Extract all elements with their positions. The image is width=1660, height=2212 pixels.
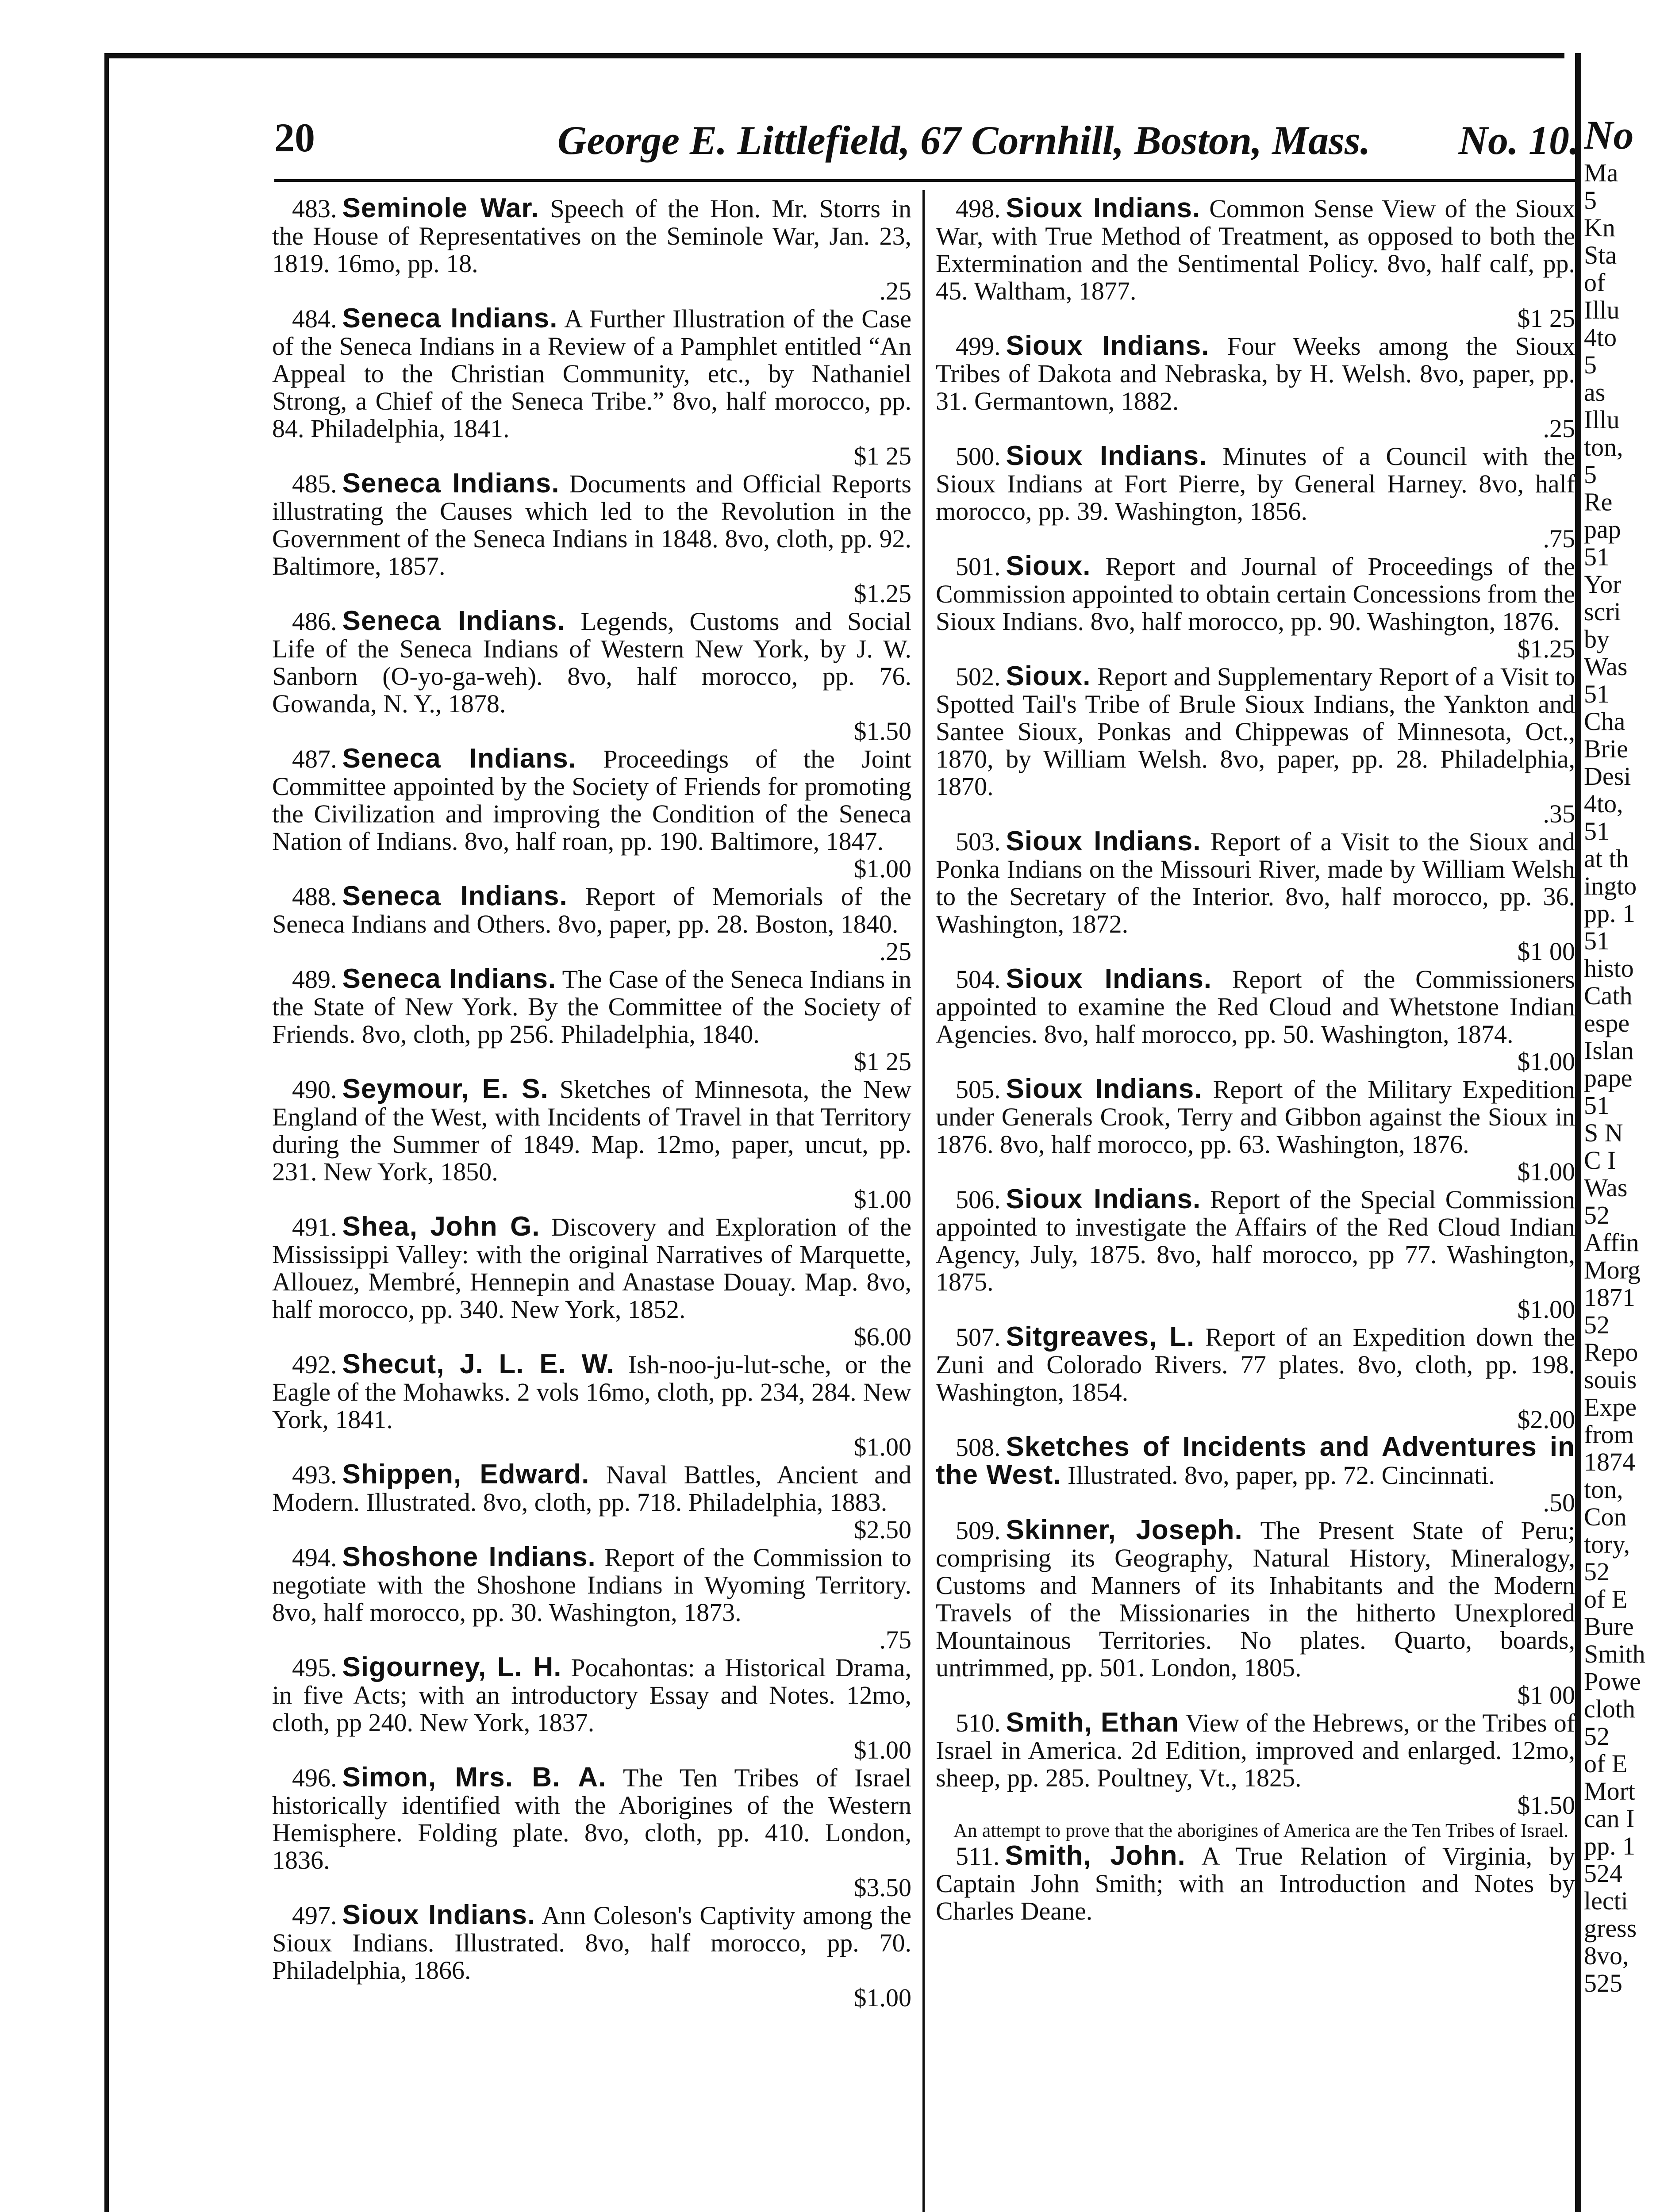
next-page-text: lecti bbox=[1584, 1886, 1628, 1915]
entry-price: .75 bbox=[879, 1625, 911, 1654]
next-page-text: Mort bbox=[1584, 1777, 1635, 1805]
entry-description: Report and Supplementary Report of a Visit to Spotted Tail's Tribe of Brule Sioux Indians, the Yankton and Santee Sioux, Ponkas and Chippewas of Minnesota, Oct., 1870, by William Welsh. 8vo, paper, pp. 28. Philadelphia, 1870. bbox=[936, 662, 1575, 801]
catalog-entry bbox=[272, 1544, 911, 1654]
entry-number: 508. bbox=[956, 1433, 1001, 1462]
catalog-entry bbox=[272, 1213, 911, 1351]
next-page-text: tory, bbox=[1584, 1530, 1630, 1559]
catalog-entry bbox=[936, 1517, 1575, 1709]
next-page-text: scri bbox=[1584, 597, 1621, 626]
next-page-text: of E bbox=[1584, 1585, 1628, 1613]
next-page-text: 4to, bbox=[1584, 789, 1623, 818]
catalog-entry bbox=[272, 1901, 911, 2012]
catalog-entry bbox=[272, 305, 911, 470]
entry-description: Report and Journal of Proceedings of the Commission appointed to obtain certain Concessions from the Sioux Indians. 8vo, half morocco, pp. 90. Washington, 1876. bbox=[936, 552, 1575, 636]
next-page-text: 5 bbox=[1584, 350, 1597, 379]
entry-number: 491. bbox=[292, 1213, 337, 1241]
entry-price: .50 bbox=[1543, 1488, 1575, 1517]
entry-price: $1 25 bbox=[1517, 304, 1575, 333]
catalog-entry bbox=[936, 965, 1575, 1075]
entry-title: Seneca Indians. bbox=[342, 303, 558, 334]
next-page-text: Morg bbox=[1584, 1256, 1641, 1284]
entry-description: Ann Coleson's Captivity among the Sioux Indians. Illustrated. 8vo, half morocco, pp. 70. Philadelphia, 1866. bbox=[272, 1901, 912, 1985]
page-left-edge bbox=[104, 58, 109, 2212]
next-page-text: at th bbox=[1584, 844, 1629, 873]
page-number: 20 bbox=[274, 115, 315, 160]
running-header bbox=[274, 114, 1579, 180]
entry-title: Sioux Indians. bbox=[1006, 964, 1212, 994]
catalog-entry bbox=[936, 1433, 1575, 1517]
entry-title: Sketches of Incidents and Adventures in the West. bbox=[936, 1432, 1575, 1490]
next-page-text: by bbox=[1584, 625, 1610, 653]
entry-description: Naval Battles, Ancient and Modern. Illustrated. 8vo, cloth, pp. 718. Philadelphia, 1883. bbox=[272, 1460, 911, 1517]
entry-description: Report of the Commission to negotiate with the Shoshone Indians in Wyoming Territory. 8vo, half morocco, pp. 30. Washington, 1873. bbox=[272, 1543, 912, 1627]
catalog-entry bbox=[272, 1351, 911, 1461]
next-page-text: Expe bbox=[1584, 1393, 1637, 1421]
entry-number: 511. bbox=[956, 1842, 1000, 1870]
entry-number: 486. bbox=[292, 607, 337, 636]
entry-title: Sitgreaves, L. bbox=[1006, 1321, 1195, 1352]
next-page-text: Cath bbox=[1584, 981, 1633, 1010]
entry-price: $1.00 bbox=[1517, 1295, 1575, 1324]
catalog-entry bbox=[272, 965, 911, 1075]
next-page-text: 1874 bbox=[1584, 1448, 1635, 1476]
next-page-text: souis bbox=[1584, 1365, 1637, 1394]
entry-price: $1.00 bbox=[853, 1432, 911, 1461]
entry-description: A True Relation of Virginia, by Captain John Smith; with an Introduction and Notes by Charles Deane. bbox=[936, 1842, 1575, 1925]
next-page-fragment bbox=[1584, 111, 1660, 2212]
entry-number: 509. bbox=[956, 1516, 1001, 1545]
catalog-entry bbox=[272, 1654, 911, 1764]
next-page-text: pp. 1 bbox=[1584, 1832, 1635, 1860]
catalog-entry bbox=[936, 828, 1575, 965]
next-page-text: Desi bbox=[1584, 762, 1631, 791]
next-page-text: cloth bbox=[1584, 1694, 1635, 1723]
header-rule bbox=[274, 179, 1579, 182]
entry-description: Legends, Customs and Social Life of the Seneca Indians of Western New York, by J. W. Sanborn (O-yo-ga-weh). 8vo, half morocco, pp. 76. Gowanda, N. Y., 1878. bbox=[272, 607, 911, 718]
next-page-text: pp. 1 bbox=[1584, 899, 1635, 928]
entry-price: $1.00 bbox=[853, 854, 911, 883]
next-page-text: histo bbox=[1584, 954, 1634, 983]
next-page-text: C I bbox=[1584, 1146, 1616, 1175]
next-page-text: 52 bbox=[1584, 1201, 1610, 1229]
catalog-entry bbox=[272, 607, 911, 745]
next-page-text: Was bbox=[1584, 1173, 1628, 1202]
catalog-entry bbox=[936, 1323, 1575, 1433]
catalog-entry bbox=[272, 883, 911, 965]
entry-number: 500. bbox=[956, 442, 1001, 471]
entry-number: 496. bbox=[292, 1763, 337, 1792]
entry-description: Report of the Commissioners appointed to examine the Red Cloud and Whetstone Indian Agencies. 8vo, half morocco, pp. 50. Washington, 1874. bbox=[936, 965, 1575, 1048]
entry-description: Discovery and Exploration of the Mississippi Valley: with the original Narratives of Marquette, Allouez, Membré, Hennepin and Anastase Douay. Map. 8vo, half morocco, pp. 340. New York, 1852. bbox=[272, 1213, 912, 1324]
catalog-entry bbox=[272, 195, 911, 305]
next-page-text: 52 bbox=[1584, 1722, 1610, 1751]
next-page-text: Kn bbox=[1584, 213, 1615, 242]
catalog-entry bbox=[936, 195, 1575, 332]
next-page-text: Yor bbox=[1584, 570, 1622, 599]
entry-description: Proceedings of the Joint Committee appointed by the Society of Friends for promoting the Civilization and improving the Condition of the Seneca Nation of Indians. 8vo, half roan, pp. 190. Baltimore, 1847. bbox=[272, 745, 911, 856]
column-rule bbox=[922, 190, 925, 2212]
next-page-text: 51 bbox=[1584, 680, 1610, 708]
entry-price: $1 00 bbox=[1517, 937, 1575, 966]
next-page-text: Powe bbox=[1584, 1667, 1641, 1696]
entry-number: 503. bbox=[956, 827, 1001, 856]
entry-description: Report of a Visit to the Sioux and Ponka Indians on the Missouri River, made by William Welsh to the Secretary of the Interior. 8vo, half morocco, pp. 36. Washington, 1872. bbox=[936, 827, 1575, 938]
entry-number: 499. bbox=[956, 332, 1001, 361]
entry-title: Seneca Indians. bbox=[342, 468, 560, 499]
entry-description: Report of the Special Commission appointed to investigate the Affairs of the Red Cloud Indian Agency, July, 1875. 8vo, half morocco, pp 77. Washington, 1875. bbox=[936, 1185, 1575, 1296]
next-page-text: pape bbox=[1584, 1064, 1633, 1092]
entry-description: Documents and Official Reports illustrating the Causes which led to the Revolution in the Government of the Seneca Indians in 1848. 8vo, cloth, pp. 92. Baltimore, 1857. bbox=[272, 469, 912, 580]
entry-description: Ish-noo-ju-lut-sche, or the Eagle of the Mohawks. 2 vols 16mo, cloth, pp. 234, 284. New York, 1841. bbox=[272, 1350, 911, 1434]
entry-price: $1.50 bbox=[1517, 1791, 1575, 1820]
entry-number: 492. bbox=[292, 1350, 337, 1379]
entry-title: Sioux Indians. bbox=[342, 1900, 536, 1930]
entry-price: $1 00 bbox=[1517, 1681, 1575, 1709]
next-page-text: 1871 bbox=[1584, 1283, 1635, 1312]
catalog-entry bbox=[936, 332, 1575, 442]
entry-description: Pocahontas: a Historical Drama, in five Acts; with an introductory Essay and Notes. 12mo, cloth, pp 240. New York, 1837. bbox=[272, 1653, 912, 1737]
entry-title: Seymour, E. S. bbox=[342, 1074, 549, 1104]
next-page-text: 525 bbox=[1584, 1969, 1622, 1997]
next-page-text: Sta bbox=[1584, 241, 1617, 269]
next-page-text: No bbox=[1584, 112, 1634, 157]
entry-price: $1.00 bbox=[1517, 1047, 1575, 1076]
entry-number: 504. bbox=[956, 965, 1001, 994]
entry-description: View of the Hebrews, or the Tribes of Israel in America. 2d Edition, improved and enlarged. 12mo, sheep, pp. 285. Poultney, Vt., 1825. bbox=[936, 1709, 1575, 1792]
entry-title: Sioux. bbox=[1006, 551, 1091, 581]
next-page-text: Con bbox=[1584, 1502, 1627, 1531]
entry-title: Skinner, Joseph. bbox=[1006, 1515, 1243, 1545]
next-page-text: ton, bbox=[1584, 433, 1623, 461]
catalog-entry bbox=[936, 1709, 1575, 1819]
next-page-text: 5 bbox=[1584, 460, 1597, 489]
entry-title: Seneca Indians. bbox=[342, 881, 568, 911]
next-page-text: Islan bbox=[1584, 1036, 1634, 1065]
entry-number: 487. bbox=[292, 745, 337, 773]
entry-title: Sioux Indians. bbox=[1006, 330, 1210, 361]
entry-price: $1.00 bbox=[853, 1736, 911, 1764]
entry-number: 495. bbox=[292, 1653, 337, 1682]
next-page-text: Was bbox=[1584, 652, 1628, 681]
entry-price: $1.25 bbox=[853, 579, 911, 608]
entry-number: 493. bbox=[292, 1460, 337, 1489]
catalog-entry bbox=[272, 1461, 911, 1544]
next-page-text: Re bbox=[1584, 488, 1613, 516]
entry-price: .35 bbox=[1543, 799, 1575, 828]
entry-description: Report of the Military Expedition under Generals Crook, Terry and Gibbon against the Sioux in 1876. 8vo, half morocco, pp. 63. Washington, 1876. bbox=[936, 1075, 1575, 1159]
entry-price: $1.00 bbox=[853, 1983, 911, 2012]
running-title: George E. Littlefield, 67 Cornhill, Boston, Mass. bbox=[557, 118, 1371, 163]
next-page-text: 51 bbox=[1584, 817, 1610, 845]
page-top-edge bbox=[104, 53, 1564, 58]
entry-description: Four Weeks among the Sioux Tribes of Dakota and Nebraska, by H. Welsh. 8vo, paper, pp. 31. Germantown, 1882. bbox=[936, 332, 1575, 415]
catalog-entry bbox=[936, 1075, 1575, 1186]
page-gutter-divider bbox=[1575, 53, 1581, 2212]
entry-number: 506. bbox=[956, 1185, 1001, 1214]
entry-number: 490. bbox=[292, 1075, 337, 1104]
catalog-entry bbox=[936, 553, 1575, 663]
entry-price: $2.00 bbox=[1517, 1405, 1575, 1434]
next-page-text: 524 bbox=[1584, 1859, 1622, 1888]
entry-price: $1.50 bbox=[853, 717, 911, 745]
next-page-text: Illu bbox=[1584, 405, 1620, 434]
next-page-text: Cha bbox=[1584, 707, 1625, 736]
entry-price: $1.00 bbox=[853, 1185, 911, 1214]
catalog-entry bbox=[272, 745, 911, 883]
entry-title: Smith, John. bbox=[1005, 1840, 1186, 1871]
entry-title: Sioux Indians. bbox=[1006, 826, 1201, 856]
entry-title: Sioux Indians. bbox=[1006, 1074, 1203, 1104]
entry-number: 489. bbox=[292, 965, 337, 994]
entry-description: Common Sense View of the Sioux War, with True Method of Treatment, as opposed to both the Extermination and the Sentimental Policy. 8vo, half calf, pp. 45. Waltham, 1877. bbox=[936, 194, 1575, 305]
entry-number: 485. bbox=[292, 469, 337, 498]
next-page-text: 52 bbox=[1584, 1557, 1610, 1586]
catalog-entry bbox=[272, 1075, 911, 1213]
next-page-text: of E bbox=[1584, 1749, 1628, 1778]
entry-price: $2.50 bbox=[853, 1515, 911, 1544]
next-page-text: Repo bbox=[1584, 1338, 1638, 1367]
entry-number: 483. bbox=[292, 194, 337, 223]
next-page-text: ton, bbox=[1584, 1475, 1623, 1504]
next-page-text: Affin bbox=[1584, 1228, 1639, 1257]
scan-margin bbox=[0, 0, 1660, 53]
entry-description: Report of Memorials of the Seneca Indians and Others. 8vo, paper, pp. 28. Boston, 1840. bbox=[272, 882, 911, 938]
next-page-text: of bbox=[1584, 268, 1606, 297]
entry-title: Seneca Indians. bbox=[342, 606, 565, 636]
entry-description: Speech of the Hon. Mr. Storrs in the House of Representatives on the Seminole War, Jan. 23, 1819. 16mo, pp. 18. bbox=[272, 194, 912, 278]
entry-description: Sketches of Minnesota, the New England of the West, with Incidents of Travel in that Territory during the Summer of 1849. Map. 12mo, paper, uncut, pp. 231. New York, 1850. bbox=[272, 1075, 912, 1186]
entry-number: 488. bbox=[292, 882, 337, 911]
catalog-entry bbox=[936, 442, 1575, 553]
entry-number: 497. bbox=[292, 1901, 337, 1930]
entry-description: Minutes of a Council with the Sioux Indians at Fort Pierre, by General Harney. 8vo, half morocco, pp. 39. Washington, 1856. bbox=[936, 442, 1575, 526]
entry-title: Simon, Mrs. B. A. bbox=[342, 1762, 607, 1793]
catalog-entry bbox=[936, 1186, 1575, 1323]
left-column bbox=[272, 195, 911, 2012]
entry-description: The Ten Tribes of Israel historically identified with the Aborigines of the Western Hemisphere. Folding plate. 8vo, cloth, pp. 410. London, 1836. bbox=[272, 1763, 912, 1874]
right-column bbox=[936, 195, 1575, 1925]
entry-number: 507. bbox=[956, 1323, 1001, 1352]
next-page-text: espe bbox=[1584, 1009, 1630, 1037]
next-page-text: 52 bbox=[1584, 1310, 1610, 1339]
entry-title: Sioux. bbox=[1006, 661, 1091, 691]
next-page-text: ingto bbox=[1584, 872, 1637, 900]
entry-price: .25 bbox=[879, 276, 911, 305]
entry-description: A Further Illustration of the Case of the Seneca Indians in a Review of a Pamphlet entitled “An Appeal to the Christian Community, etc., by Nathaniel Strong, a Chief of the Seneca Tribe.” 8vo, half morocco, pp. 84. Philadelphia, 1841. bbox=[272, 304, 911, 443]
catalog-entry bbox=[272, 1764, 911, 1901]
entry-title: Smith, Ethan bbox=[1006, 1707, 1180, 1738]
entry-number: 498. bbox=[956, 194, 1001, 223]
entry-title: Shecut, J. L. E. W. bbox=[342, 1349, 615, 1379]
entry-price: $3.50 bbox=[853, 1873, 911, 1902]
next-page-text: Brie bbox=[1584, 734, 1628, 763]
entry-title: Shoshone Indians. bbox=[342, 1542, 596, 1572]
next-page-text: Illu bbox=[1584, 296, 1620, 324]
entry-price: $1.00 bbox=[1517, 1157, 1575, 1186]
entry-price: $6.00 bbox=[853, 1322, 911, 1351]
entry-title: Seneca Indians. bbox=[342, 964, 557, 994]
entry-number: 505. bbox=[956, 1075, 1001, 1104]
issue-number: No. 10. bbox=[1458, 118, 1579, 163]
next-page-text: as bbox=[1584, 378, 1606, 407]
entry-title: Sioux Indians. bbox=[1006, 441, 1207, 471]
entry-title: Seminole War. bbox=[342, 193, 539, 223]
entry-title: Sigourney, L. H. bbox=[342, 1652, 562, 1682]
entry-title: Sioux Indians. bbox=[1006, 193, 1201, 223]
entry-number: 501. bbox=[956, 552, 1001, 581]
entry-price: .25 bbox=[1543, 414, 1575, 443]
entry-price: $1 25 bbox=[853, 442, 911, 470]
entry-description: Illustrated. 8vo, paper, pp. 72. Cincinnati. bbox=[1067, 1461, 1495, 1490]
next-page-text: gress bbox=[1584, 1914, 1637, 1943]
entry-note: An attempt to prove that the aborigines of America are the Ten Tribes of Israel. bbox=[953, 1820, 1569, 1841]
next-page-text: Smith bbox=[1584, 1640, 1645, 1668]
entry-description: The Case of the Seneca Indians in the State of New York. By the Committee of the Society of Friends. 8vo, cloth, pp 256. Philadelphia, 1840. bbox=[272, 965, 911, 1048]
entry-number: 484. bbox=[292, 304, 337, 333]
entry-title: Shippen, Edward. bbox=[342, 1459, 590, 1490]
entry-description: Report of an Expedition down the Zuni and Colorado Rivers. 77 plates. 8vo, cloth, pp. 198. Washington, 1854. bbox=[936, 1323, 1575, 1406]
next-page-text: 4to bbox=[1584, 323, 1617, 352]
entry-description: The Present State of Peru; comprising its Geography, Natural History, Mineralogy, Customs and Manners of its Inhabitants and the Modern Travels of the Missionaries in the hitherto Unexplored Mountainous Territories. No plates. Quarto, boards, untrimmed, pp. 501. London, 1805. bbox=[936, 1516, 1575, 1682]
entry-number: 510. bbox=[956, 1709, 1001, 1737]
entry-number: 494. bbox=[292, 1543, 337, 1572]
entry-price: $1.25 bbox=[1517, 634, 1575, 663]
catalog-entry bbox=[936, 1842, 1575, 1925]
entry-number: 502. bbox=[956, 662, 1001, 691]
next-page-text: 5 bbox=[1584, 186, 1597, 215]
next-page-text: Bure bbox=[1584, 1612, 1634, 1641]
next-page-text: 51 bbox=[1584, 926, 1610, 955]
next-page-text: can I bbox=[1584, 1804, 1635, 1833]
next-page-text: 51 bbox=[1584, 1091, 1610, 1120]
entry-price: .75 bbox=[1543, 524, 1575, 553]
next-page-text: 51 bbox=[1584, 542, 1610, 571]
entry-price: .25 bbox=[879, 937, 911, 966]
next-page-text: 8vo, bbox=[1584, 1941, 1629, 1970]
entry-title: Seneca Indians. bbox=[342, 743, 577, 774]
catalog-entry bbox=[272, 470, 911, 607]
entry-title: Shea, John G. bbox=[342, 1211, 540, 1242]
next-page-text: from bbox=[1584, 1420, 1634, 1449]
entry-title: Sioux Indians. bbox=[1006, 1184, 1201, 1214]
next-page-text: Ma bbox=[1584, 158, 1618, 187]
entry-price: $1 25 bbox=[853, 1047, 911, 1076]
next-page-text: pap bbox=[1584, 515, 1621, 544]
catalog-entry bbox=[936, 663, 1575, 828]
next-page-text: S N bbox=[1584, 1118, 1623, 1147]
